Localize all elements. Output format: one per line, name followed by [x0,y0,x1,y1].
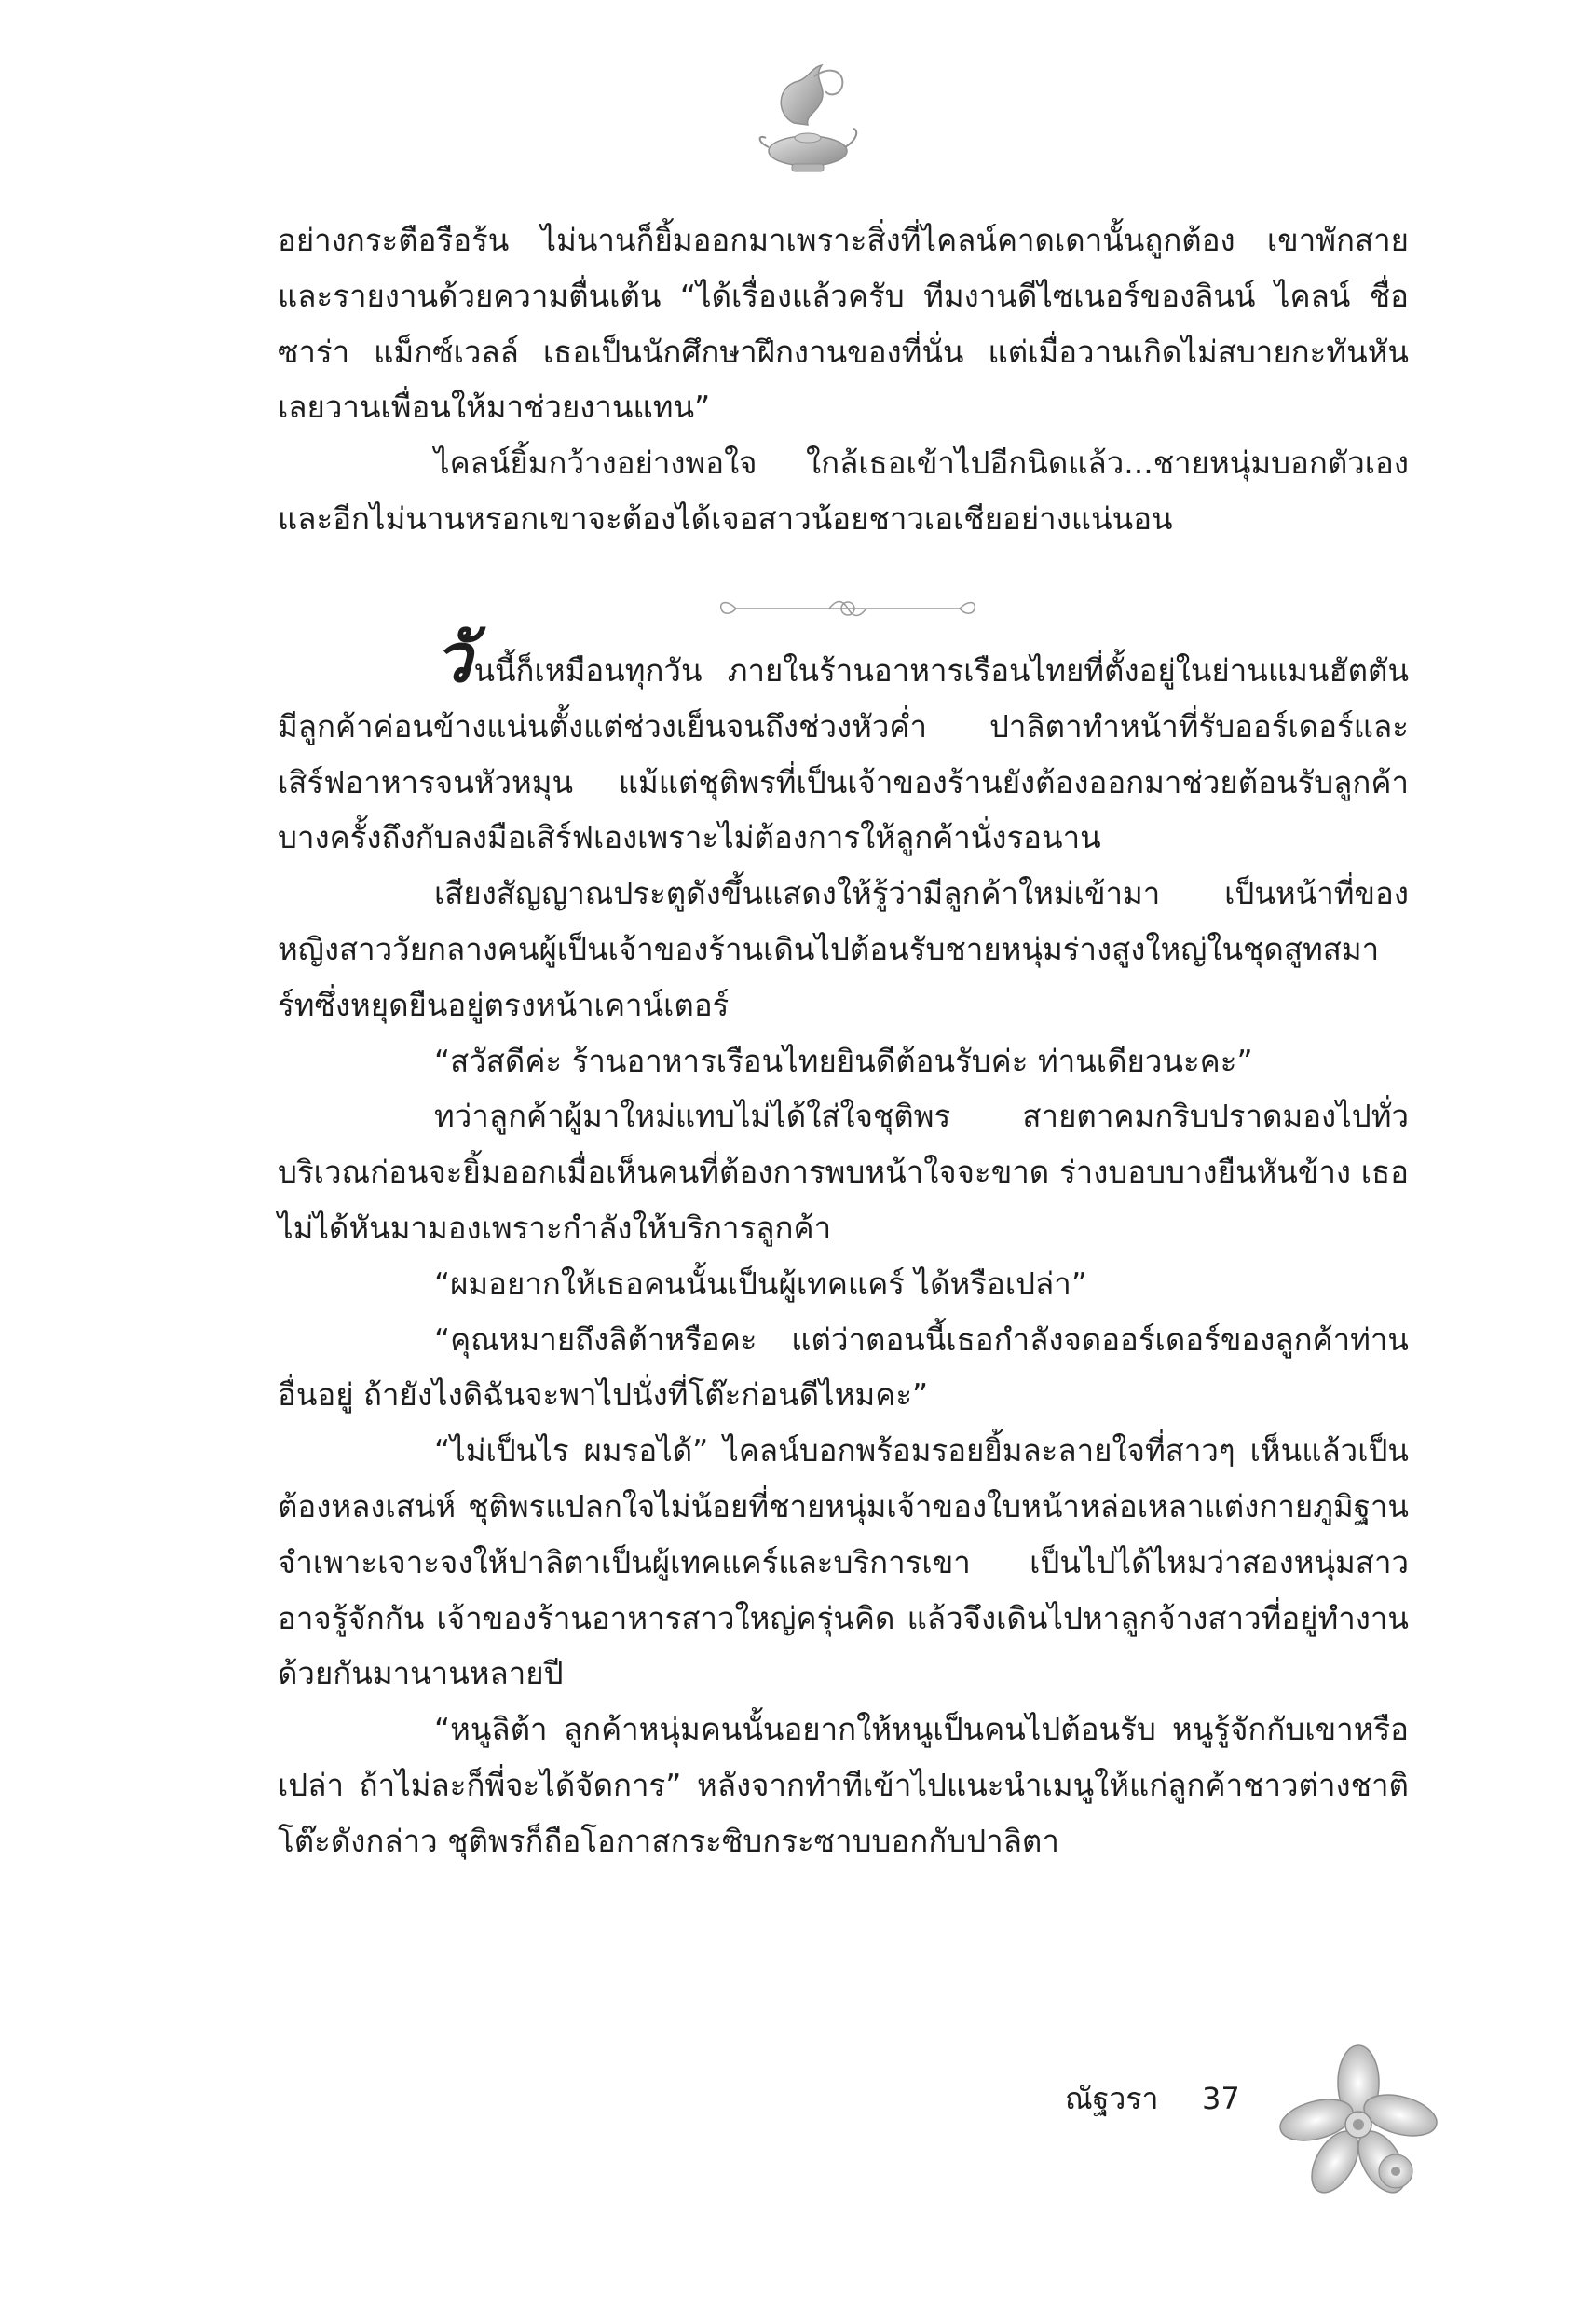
footer-author: ณัฐวรา [1065,2081,1159,2116]
paragraph: “สวัสดีค่ะ ร้านอาหารเรือนไทยยินดีต้อนรับค่ะ ท่านเดียวนะคะ” [434,1042,1253,1079]
genie-lamp-icon [757,58,859,188]
dropcap: วั [434,618,472,697]
paragraph: เสียงสัญญาณประตูดังขึ้นแสดงให้รู้ว่ามีลูกค้าใหม่เข้ามา เป็นหน้าที่ของหญิงสาววัยกลางคนผู้เป็นเจ้าของร้านเดินไปต้อนรับชายหนุ่มร่างสูงใหญ่ในชุดสูทสมาร์ทซึ่งหยุดยืนอยู่ตรงหน้าเคาน์เตอร์ [278,875,1409,1023]
paragraph-text: นนี้ก็เหมือนทุกวัน ภายในร้านอาหารเรือนไทยที่ตั้งอยู่ในย่านแมนฮัตตันมีลูกค้าค่อนข้างแน่นตั้งแต่ช่วงเย็นจนถึงช่วงหัวค่ำ ปาลิตาทำหน้าที่รับออร์เดอร์และเสิร์ฟอาหารจนหัวหมุน แม้แต่ชุติพรที่เป็นเจ้าของร้านยังต้องออกมาช่วยต้อนรับลูกค้า บางครั้งถึงกับลงมือเสิร์ฟเองเพราะไม่ต้องการให้ลูกค้านั่งรอนาน [278,652,1409,856]
page-number: 37 [1202,2081,1240,2116]
paragraph: อย่างกระตือรือร้น ไม่นานก็ยิ้มออกมาเพราะสิ่งที่ไคลน์คาดเดานั้นถูกต้อง เขาพักสายและรายงานด้วยความตื่นเต้น “ได้เรื่องแล้วครับ ทีมงานดีไซเนอร์ของลินน์ ไคลน์ ชื่อซาร่า แม็กซ์เวลล์ เธอเป็นนักศึกษาฝึกงานของที่นั่น แต่เมื่อวานเกิดไม่สบายกะทันหันเลยวานเพื่อนให้มาช่วยงานแทน” [278,222,1409,426]
scroll-divider-icon [708,596,988,621]
orchid-flower-icon [1275,2041,1442,2208]
text-section-a [278,212,1409,547]
text-section-b [278,618,1409,1869]
paragraph: “ผมอยากให้เธอคนนั้นเป็นผู้เทคแคร์ ได้หรือเปล่า” [434,1265,1087,1302]
paragraph: ไคลน์ยิ้มกว้างอย่างพอใจ ใกล้เธอเข้าไปอีกนิดแล้ว...ชายหนุ่มบอกตัวเอง และอีกไม่นานหรอกเขาจะต้องได้เจอสาวน้อยชาวเอเชียอย่างแน่นอน [278,444,1409,537]
paragraph: ทว่าลูกค้าผู้มาใหม่แทบไม่ได้ใส่ใจชุติพร สายตาคมกริบปราดมองไปทั่วบริเวณก่อนจะยิ้มออกเมื่อเห็นคนที่ต้องการพบหน้าใจจะขาด ร่างบอบบางยืนหันข้าง เธอไม่ได้หันมามองเพราะกำลังให้บริการลูกค้า [278,1098,1409,1246]
paragraph: “หนูลิต้า ลูกค้าหนุ่มคนนั้นอยากให้หนูเป็นคนไปต้อนรับ หนูรู้จักกับเขาหรือเปล่า ถ้าไม่ละก็พี่จะได้จัดการ” หลังจากทำทีเข้าไปแนะนำเมนูให้แก่ลูกค้าชาวต่างชาติโต๊ะดังกล่าว ชุติพรก็ถือโอกาสกระซิบกระซาบบอกกับปาลิตา [278,1711,1409,1859]
paragraph: “ไม่เป็นไร ผมรอได้” ไคลน์บอกพร้อมรอยยิ้มละลายใจที่สาวๆ เห็นแล้วเป็นต้องหลงเสน่ห์ ชุติพรแปลกใจไม่น้อยที่ชายหนุ่มเจ้าของใบหน้าหล่อเหลาแต่งกายภูมิฐานจำเพาะเจาะจงให้ปาลิตาเป็นผู้เทคแคร์และบริการเขา เป็นไปได้ไหมว่าสองหนุ่มสาวอาจรู้จักกัน เจ้าของร้านอาหารสาวใหญ่ครุ่นคิด แล้วจึงเดินไปหาลูกจ้างสาวที่อยู่ทำงานด้วยกันมานานหลายปี [278,1432,1409,1692]
paragraph [278,618,1409,866]
paragraph: “คุณหมายถึงลิต้าหรือคะ แต่ว่าตอนนี้เธอกำลังจดออร์เดอร์ของลูกค้าท่านอื่นอยู่ ถ้ายังไงดิฉันจะพาไปนั่งที่โต๊ะก่อนดีไหมคะ” [278,1320,1409,1414]
